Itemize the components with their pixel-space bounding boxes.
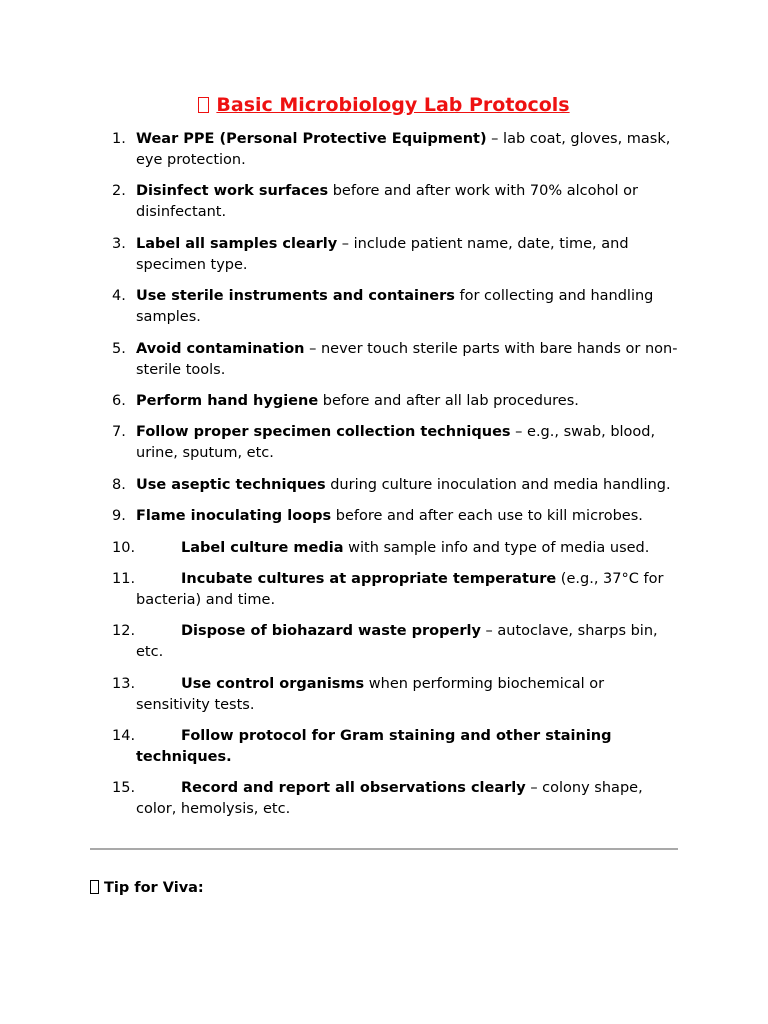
item-heading: Disinfect work surfaces: [136, 183, 329, 200]
item-number: 6.: [112, 392, 126, 409]
list-item: [112, 778, 682, 820]
tip-heading: [90, 878, 204, 899]
list-item: [112, 674, 682, 716]
item-number: 15.: [112, 780, 136, 797]
item-heading: Use sterile instruments and containers: [136, 288, 455, 305]
item-text: with sample info and type of media used.: [343, 539, 650, 556]
item-heading: Dispose of biohazard waste properly: [181, 623, 481, 640]
item-heading: Wear PPE (Personal Protective Equipment): [136, 131, 487, 147]
list-item: [112, 391, 682, 412]
item-number: 7.: [112, 424, 126, 441]
item-number: 3.: [112, 235, 126, 252]
list-item: [112, 286, 682, 328]
list-item: [112, 339, 682, 381]
item-text: before and after all lab procedures.: [318, 392, 579, 409]
item-text: before and after work with 70% alcohol or disinfectant.: [136, 183, 638, 221]
item-heading: Use aseptic techniques: [136, 476, 326, 493]
item-number: 1.: [112, 131, 126, 147]
item-text: – include patient name, date, time, and specimen type.: [136, 235, 629, 273]
item-number: 12.: [112, 623, 136, 640]
item-text: – autoclave, sharps bin, etc.: [136, 623, 658, 661]
list-item: [112, 422, 682, 464]
list-item: [112, 181, 682, 223]
item-heading: Record and report all observations clearly: [181, 780, 526, 797]
item-text: when performing biochemical or sensitivity tests.: [136, 675, 605, 713]
item-heading: Follow protocol for Gram staining and other staining techniques.: [136, 728, 612, 766]
item-heading: Perform hand hygiene: [136, 392, 319, 409]
list-item: [112, 475, 682, 496]
item-number: 13.: [112, 675, 136, 692]
list-item: [112, 726, 682, 768]
item-heading: Avoid contamination: [136, 340, 305, 357]
item-heading: Use control organisms: [181, 675, 365, 692]
item-number: 11.: [112, 570, 136, 587]
list-item: [112, 129, 682, 171]
item-heading: Label all samples clearly: [136, 235, 338, 252]
list-item: [112, 538, 682, 559]
item-heading: Incubate cultures at appropriate temperature: [181, 570, 557, 587]
missing-glyph-icon: [198, 97, 209, 113]
item-text: (e.g., 37°C for bacteria) and time.: [136, 570, 664, 608]
list-item: [112, 506, 682, 527]
protocol-list: [112, 129, 682, 831]
title-text: Basic Microbiology Lab Protocols: [216, 94, 570, 116]
item-heading: Flame inoculating loops: [136, 508, 332, 525]
item-number: 14.: [112, 728, 136, 745]
item-text: for collecting and handling samples.: [136, 288, 654, 326]
item-heading: Label culture media: [181, 539, 344, 556]
item-number: 9.: [112, 508, 126, 525]
item-number: 5.: [112, 340, 126, 357]
item-text: – e.g., swab, blood, urine, sputum, etc.: [136, 424, 656, 462]
item-number: 4.: [112, 288, 126, 305]
list-item: [112, 234, 682, 276]
item-number: 8.: [112, 476, 126, 493]
missing-glyph-icon: [90, 880, 99, 894]
item-text: before and after each use to kill microbes.: [331, 508, 643, 525]
tip-label: Tip for Viva:: [104, 880, 204, 896]
list-item: [112, 621, 682, 663]
item-text: – colony shape, color, hemolysis, etc.: [136, 780, 643, 818]
item-text: – never touch sterile parts with bare hands or non-sterile tools.: [136, 340, 678, 378]
item-heading: Follow proper specimen collection techniques: [136, 424, 511, 441]
item-number: 2.: [112, 183, 126, 200]
page-title: [0, 92, 768, 118]
horizontal-divider: [90, 848, 678, 850]
item-text: – lab coat, gloves, mask, eye protection.: [136, 131, 671, 168]
item-number: 10.: [112, 539, 136, 556]
list-item: [112, 569, 682, 611]
item-text: during culture inoculation and media handling.: [325, 476, 671, 493]
